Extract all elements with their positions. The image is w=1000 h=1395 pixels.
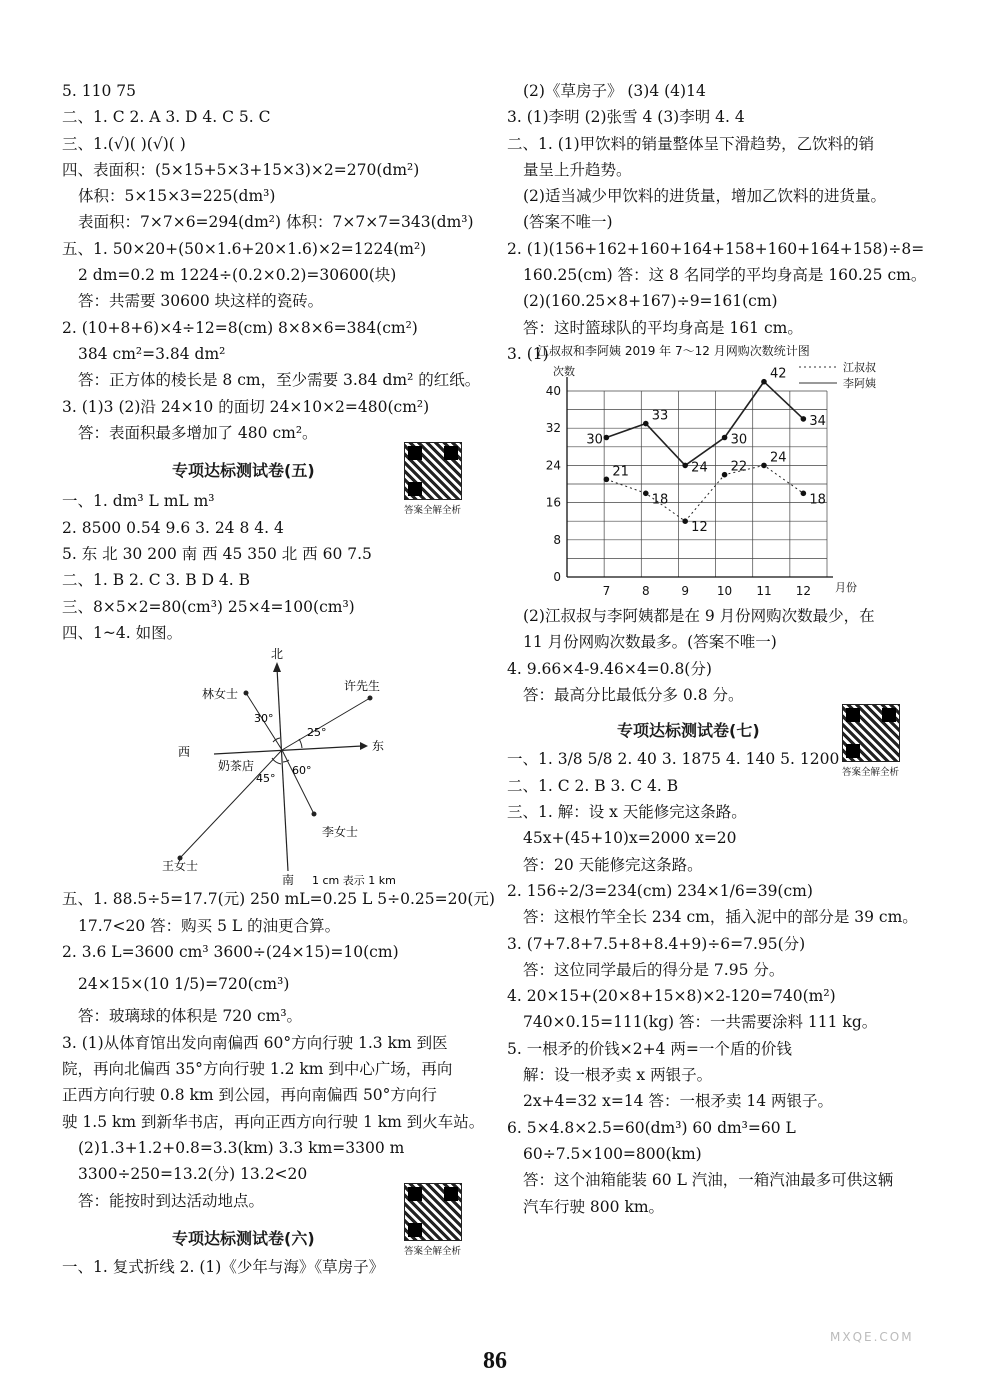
label-scale: 1 cm 表示 1 km <box>312 874 396 887</box>
y-tick-label: 16 <box>545 495 561 510</box>
answer-line: 3. (1) <box>507 344 549 363</box>
label-angle-60: 60° <box>292 764 312 778</box>
label-angle-25: 25° <box>307 726 327 740</box>
answer-line: 二、1. (1)甲饮料的销量整体呈下滑趋势，乙饮料的销 <box>507 134 875 153</box>
data-label: 42 <box>769 366 787 382</box>
legend-label-jiang: 江叔叔 <box>843 360 876 374</box>
answer-line: 160.25(cm) 答：这 8 名同学的平均身高是 160.25 cm。 <box>523 266 927 285</box>
compass-diagram <box>162 646 462 886</box>
answer-line: 答：玻璃球的体积是 720 cm³。 <box>78 1007 303 1026</box>
qr-code-icon <box>404 1183 462 1241</box>
angle-arc-25 <box>299 739 302 748</box>
y-tick-label: 32 <box>545 421 561 436</box>
answer-line: (2)《草房子》 (3)4 (4)14 <box>523 82 706 100</box>
answer-line: 汽车行驶 800 km。 <box>523 1197 665 1216</box>
watermark: MXQE.COM <box>830 1330 914 1344</box>
qr-code[interactable] <box>404 442 462 516</box>
data-point <box>682 518 688 524</box>
answer-line: 体积：5×15×3=225(dm³) <box>78 187 276 206</box>
answer-line: 6. 5×4.8×2.5=60(dm³) 60 dm³=60 L <box>507 1118 796 1137</box>
chart-title: 江叔叔和李阿姨 2019 年 7～12 月网购次数统计图 <box>537 343 810 358</box>
data-point <box>801 416 807 422</box>
answer-line: 384 cm²=3.84 dm² <box>78 344 226 363</box>
point-xu <box>368 696 373 701</box>
data-label: 30 <box>586 432 603 448</box>
x-tick-label: 8 <box>641 583 650 598</box>
data-label: 33 <box>651 408 669 424</box>
answer-line: 答：共需要 30600 块这样的瓷砖。 <box>78 292 324 311</box>
answer-line: 答：表面积最多增加了 480 cm²。 <box>78 423 318 442</box>
answer-line: 11 月份网购次数最多。(答案不唯一) <box>523 633 777 652</box>
left-column <box>62 78 495 1280</box>
data-point <box>761 463 767 469</box>
qr-caption: 答案全解全析 <box>842 767 900 778</box>
answer-line: 2. 3.6 L=3600 cm³ 3600÷(24×15)=10(cm) <box>62 942 399 961</box>
data-point <box>801 490 807 496</box>
data-point <box>643 421 649 427</box>
answer-line: 答：正方体的棱长是 8 cm，至少需要 3.84 dm² 的红纸。 <box>78 371 481 390</box>
label-angle-45: 45° <box>256 772 276 786</box>
line-chart <box>537 341 937 603</box>
data-label: 24 <box>769 450 787 466</box>
answer-line: 答：这位同学最后的得分是 7.95 分。 <box>523 960 785 979</box>
label-tea: 奶茶店 <box>218 759 255 774</box>
answer-line: 三、8×5×2=80(cm³) 25×4=100(cm³) <box>62 597 355 616</box>
answer-line: 一、1. dm³ L mL m³ <box>62 492 215 511</box>
answer-line: 驶 1.5 km 到新华书店，再向正西方向行驶 1 km 到火车站。 <box>62 1112 485 1131</box>
answer-line: 17.7<20 答：购买 5 L 的油更合算。 <box>78 916 341 935</box>
data-point <box>604 435 610 441</box>
answer-line: 答：这个油箱能装 60 L 汽油，一箱汽油最多可供这辆 <box>523 1171 894 1190</box>
qr-code-icon <box>404 442 462 500</box>
answer-line: 5. 一根矛的价钱×2+4 两=一个盾的价钱 <box>507 1039 792 1058</box>
answer-line: 答：能按时到达活动地点。 <box>78 1191 265 1210</box>
point-lin <box>244 691 249 696</box>
answer-line: 解：设一根矛卖 x 两银子。 <box>523 1066 713 1085</box>
label-wang: 王女士 <box>162 859 199 874</box>
page-number: 86 <box>483 1348 507 1374</box>
answer-line: 一、1. 复式折线 2. (1)《少年与海》《草房子》 <box>62 1258 385 1277</box>
qr-caption: 答案全解全析 <box>404 505 462 516</box>
data-point <box>643 490 649 496</box>
east-west-axis <box>214 746 362 754</box>
label-south: 南 <box>282 873 295 887</box>
answer-line: (2)江叔叔与李阿姨都是在 9 月份网购次数最少，在 <box>523 606 875 625</box>
answer-line: 4. 9.66×4-9.46×4=0.8(分) <box>507 659 712 678</box>
x-tick-label: 12 <box>795 583 812 598</box>
answer-line: 量呈上升趋势。 <box>523 160 632 179</box>
answer-line: 2. (10+8+6)×4÷12=8(cm) 8×8×6=384(cm²) <box>62 318 418 337</box>
label-north: 北 <box>271 647 284 662</box>
label-west: 西 <box>178 745 191 760</box>
answer-line: 2x+4=32 x=14 答：一根矛卖 14 两银子。 <box>523 1092 834 1111</box>
x-tick-label: 9 <box>681 583 690 598</box>
answer-line: 3. (7+7.8+7.5+8+8.4+9)÷6=7.95(分) <box>507 934 806 953</box>
answer-line: 答：这时篮球队的平均身高是 161 cm。 <box>523 318 803 337</box>
data-point <box>682 463 688 469</box>
x-tick-label: 11 <box>756 583 772 598</box>
data-point <box>722 472 728 478</box>
answer-line: 五、1. 88.5÷5=17.7(元) 250 mL=0.25 L 5÷0.25=20(元) <box>62 890 495 909</box>
answer-line: 三、1.(√)( )(√)( ) <box>62 134 186 153</box>
answer-line: 三、1. 解：设 x 天能修完这条路。 <box>507 803 747 822</box>
answer-line: 二、1. C 2. B 3. C 4. B <box>507 776 679 795</box>
east-arrow-icon <box>360 742 368 750</box>
answer-line: 3. (1)3 (2)沿 24×10 的面切 24×10×2=480(cm²) <box>62 397 430 416</box>
answer-line: 五、1. 50×20+(50×1.6+20×1.6)×2=1224(m²) <box>62 239 427 258</box>
data-label: 18 <box>809 492 826 508</box>
north-arrow-icon <box>273 662 281 672</box>
north-south-axis <box>277 668 288 871</box>
answer-line: 2. 8500 0.54 9.6 3. 24 8 4. 4 <box>62 518 284 537</box>
data-label: 12 <box>691 520 708 536</box>
y-tick-label: 40 <box>545 383 561 398</box>
y-tick-label: 0 <box>553 569 561 584</box>
answer-line: 答：最高分比最低分多 0.8 分。 <box>523 685 744 704</box>
answer-line: 一、1. 3/8 5/8 2. 40 3. 1875 4. 140 5. 1200 <box>507 750 840 769</box>
legend-label-li: 李阿姨 <box>843 376 876 390</box>
answer-line: 答：20 天能修完这条路。 <box>523 855 703 874</box>
answer-line: 2 dm=0.2 m 1224÷(0.2×0.2)=30600(块) <box>78 266 397 285</box>
section-title: 专项达标测试卷(六) <box>172 1228 315 1248</box>
ray-li <box>282 750 314 814</box>
answer-line: 45x+(45+10)x=2000 x=20 <box>523 829 737 848</box>
data-label: 30 <box>730 432 748 448</box>
qr-caption: 答案全解全析 <box>404 1246 462 1257</box>
answer-line: 5. 东 北 30 200 南 西 45 350 北 西 60 7.5 <box>62 545 372 564</box>
answer-line: 正西方向行驶 0.8 km 到公园，再向南偏西 50°方向行 <box>62 1086 437 1105</box>
answer-line: 2. (1)(156+162+160+164+158+160+164+158)÷8= <box>507 239 925 258</box>
data-label: 34 <box>809 413 826 429</box>
answer-line: 二、1. B 2. C 3. B D 4. B <box>62 571 251 590</box>
right-column <box>507 78 937 1220</box>
answer-line: (2)(160.25×8+167)÷9=161(cm) <box>523 292 778 311</box>
answer-line: 2. 156÷2/3=234(cm) 234×1/6=39(cm) <box>507 881 813 900</box>
data-label: 18 <box>651 492 669 508</box>
section-title: 专项达标测试卷(七) <box>617 721 760 741</box>
answer-line: 3. (1)从体育馆出发向南偏西 60°方向行驶 1.3 km 到医 <box>62 1033 448 1052</box>
data-label: 21 <box>612 464 629 480</box>
y-tick-label: 8 <box>553 532 561 547</box>
label-east: 东 <box>372 739 385 754</box>
answer-line: (2)1.3+1.2+0.8=3.3(km) 3.3 km=3300 m <box>78 1138 405 1157</box>
qr-code[interactable] <box>404 1183 462 1257</box>
data-label: 24 <box>691 460 708 476</box>
label-li: 李女士 <box>322 825 359 840</box>
ray-xu <box>282 698 370 750</box>
label-angle-30: 30° <box>254 712 274 726</box>
answer-line: 5. 110 75 <box>62 82 136 100</box>
answer-line: 3300÷250=13.2(分) 13.2<20 <box>78 1165 308 1184</box>
point-li <box>312 812 317 817</box>
answer-line: (2)适当减少甲饮料的进货量，增加乙饮料的进货量。 <box>523 187 886 206</box>
answer-line: (答案不唯一) <box>523 213 613 232</box>
label-lin: 林女士 <box>202 687 239 702</box>
answer-line: 4. 20×15+(20×8+15×8)×2-120=740(m²) <box>507 987 836 1006</box>
data-point <box>604 477 610 483</box>
answer-line: 四、1~4. 如图。 <box>62 623 183 642</box>
answer-line: 二、1. C 2. A 3. D 4. C 5. C <box>62 108 271 127</box>
label-xu: 许先生 <box>344 679 381 694</box>
x-tick-label: 7 <box>602 583 611 598</box>
data-point <box>761 379 767 385</box>
section-title: 专项达标测试卷(五) <box>172 461 315 481</box>
data-point <box>722 435 728 441</box>
y-tick-label: 24 <box>545 458 561 473</box>
y-axis-label: 次数 <box>553 364 575 378</box>
x-axis-label: 月份 <box>835 580 857 594</box>
answer-line: 3. (1)李明 (2)张雪 4 (3)李明 4. 4 <box>507 108 745 127</box>
answer-line: 740×0.15=111(kg) 答：一共需要涂料 111 kg。 <box>523 1013 878 1032</box>
answer-line: 四、表面积：(5×15+5×3+15×3)×2=270(dm²) <box>62 160 420 179</box>
answer-line: 60÷7.5×100=800(km) <box>523 1144 702 1163</box>
answer-line: 答：这根竹竿全长 234 cm，插入泥中的部分是 39 cm。 <box>523 908 918 927</box>
chart-block <box>507 341 937 603</box>
x-tick-label: 10 <box>716 583 733 598</box>
data-label: 22 <box>730 459 748 475</box>
answer-line: 表面积：7×7×6=294(dm²) 体积：7×7×7=343(dm³) <box>78 213 474 232</box>
answer-line: 院，再向北偏西 35°方向行驶 1.2 km 到中心广场，再向 <box>62 1060 453 1079</box>
answer-line: 24×15×(10 1/5)=720(cm³) <box>78 975 290 994</box>
